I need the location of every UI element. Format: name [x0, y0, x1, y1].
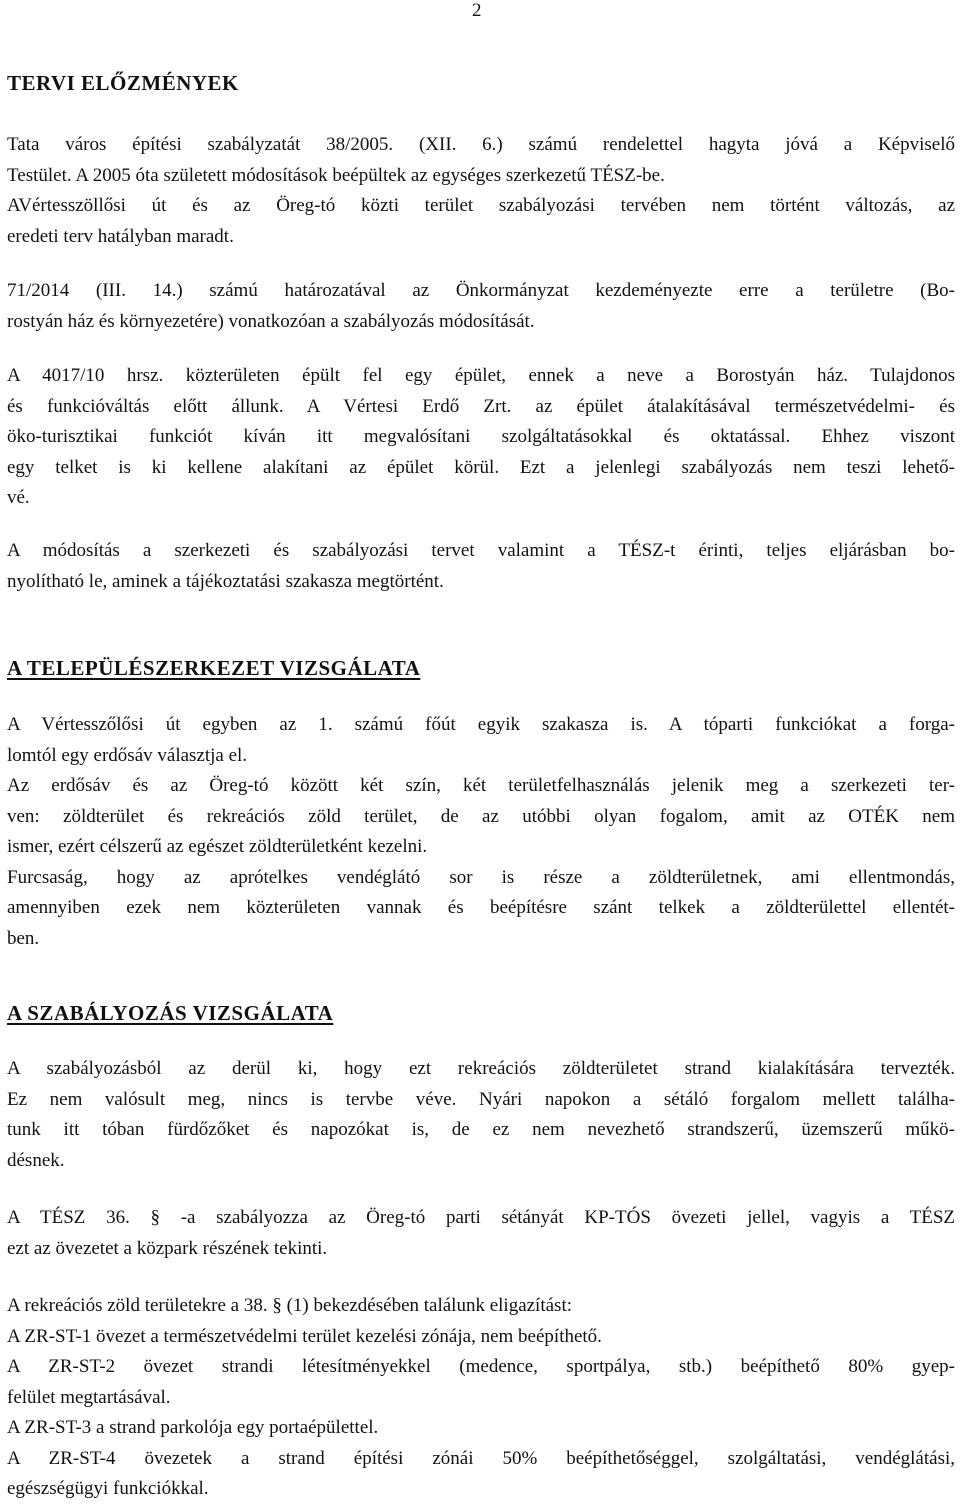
text-line: ben. [7, 927, 40, 949]
paragraph [7, 276, 955, 337]
paragraph [7, 1203, 955, 1264]
text-line: Ez nem valósult meg, nincs is tervbe véve. Nyári napokon a sétáló forgalom mellett találha- [7, 1088, 955, 1110]
text-line: egy telket is ki kellene alakítani az épület körül. Ezt a jelenlegi szabályozás nem teszi lehető- [7, 456, 955, 478]
section-heading-telepulesszerkezet: A TELEPÜLÉSZERKEZET VIZSGÁLATA [7, 656, 421, 680]
text-line: A módosítás a szerkezeti és szabályozási tervet valamint a TÉSZ-t érinti, teljes eljárásban bo- [7, 540, 955, 561]
text-line: egészségügyi funkciókkal. [7, 1478, 209, 1499]
text-line: tunk itt tóban fürdőzőket és napozókat is, de ez nem nevezhető strandszerű, üzemszerű műkö- [7, 1119, 955, 1140]
text-line: A rekreációs zöld területekre a 38. § (1) bekezdésében találunk eligazítást: [7, 1295, 572, 1316]
text-line: rostyán ház és környezetére) vonatkozóan a szabályozás módosítását. [7, 310, 535, 332]
text-line: A ZR-ST-4 övezetek a strand építési zónái 50% beépíthetőséggel, szolgáltatási, vendéglátási, [7, 1447, 955, 1469]
text-line: A ZR-ST-2 övezet strandi létesítményekkel (medence, sportpálya, stb.) beépíthető 80% gyep- [7, 1356, 955, 1377]
text-line: amennyiben ezek nem közterületen vannak és beépítésre szánt telkek a zöldterülettel ellentét- [7, 897, 955, 918]
text-line: A szabályozásból az derül ki, hogy ezt rekreációs zöldterületet strand kialakítására tervezték. [7, 1058, 955, 1079]
text-line: ezt az övezetet a közpark részének tekinti. [7, 1237, 328, 1259]
paragraph [7, 130, 955, 252]
text-line: ismer, ezért célszerű az egészet zöldterületként kezelni. [7, 836, 428, 857]
text-line: ven: zöldterület és rekreációs zöld terület, de az utóbbi olyan fogalom, amit az OTÉK nem [7, 805, 955, 827]
text-line: eredeti terv hatályban maradt. [7, 225, 234, 247]
text-line: désnek. [7, 1149, 65, 1171]
text-line: Testület. A 2005 óta született módosítások beépültek az egységes szerkezetű TÉSZ-be. [7, 164, 665, 186]
text-line: A ZR-ST-1 övezet a természetvédelmi terület kezelési zónája, nem beépíthető. [7, 1325, 602, 1347]
text-line: 71/2014 (III. 14.) számú határozatával az Önkormányzat kezdeményezte erre a területre (Bo- [7, 280, 955, 301]
text-line: öko-turisztikai funkciót kíván itt megvalósítani szolgáltatásokkal és oktatással. Ehhez viszont [7, 426, 955, 447]
page-number: 2 [472, 0, 482, 21]
paragraph [7, 536, 955, 597]
text-line: A TÉSZ 36. § -a szabályozza az Öreg-tó parti sétányát KP-TÓS övezeti jellel, vagyis a TÉSZ [7, 1207, 955, 1228]
paragraph [7, 361, 955, 514]
text-line: A 4017/10 hrsz. közterületen épült fel egy épület, ennek a neve a Borostyán ház. Tulajdonos [7, 365, 955, 386]
section-heading-tervi-elozmenyek: TERVI ELŐZMÉNYEK [7, 71, 239, 95]
section-heading-szabalyozas: A SZABÁLYOZÁS VIZSGÁLATA [7, 1001, 334, 1025]
text-line: és funkcióváltás előtt állunk. A Vértesi Erdő Zrt. az épület átalakításával természetvédelmi- és [7, 395, 955, 417]
text-line: Az erdősáv és az Öreg-tó között két szín, két területfelhasználás jelenik meg a szerkezeti ter- [7, 775, 955, 796]
text-line: Furcsaság, hogy az aprótelkes vendéglátó sor is része a zöldterületnek, ami ellentmondás, [7, 866, 955, 888]
text-line: Tata város építési szabályzatát 38/2005. (XII. 6.) számú rendelettel hagyta jóvá a Képviselő [7, 134, 955, 155]
paragraph [7, 710, 955, 954]
text-line: vé. [7, 487, 30, 508]
text-line: lomtól egy erdősáv választja el. [7, 744, 248, 766]
text-line: A Vértesszőlősi út egyben az 1. számú főút egyik szakasza is. A tóparti funkciókat a forga- [7, 714, 955, 735]
text-line: felület megtartásával. [7, 1386, 171, 1408]
text-line: A ZR-ST-3 a strand parkolója egy portaépülettel. [7, 1417, 379, 1438]
text-line: AVértesszöllősi út és az Öreg-tó közti terület szabályozási tervében nem történt változás, az [7, 195, 955, 216]
text-line: nyolítható le, aminek a tájékoztatási szakasza megtörtént. [7, 570, 444, 592]
paragraph [7, 1291, 955, 1505]
paragraph [7, 1054, 955, 1176]
